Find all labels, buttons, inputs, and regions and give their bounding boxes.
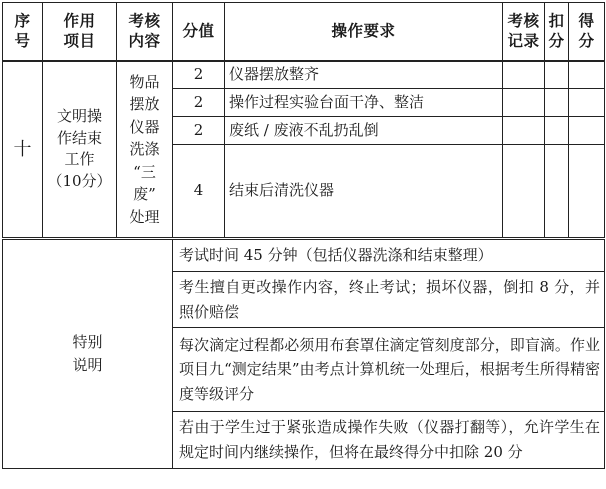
deduct-cell[interactable] xyxy=(545,89,569,117)
section-content: 物品 摆放 仪器 洗涤 “三 废” 处理 xyxy=(117,61,173,239)
row-score: 4 xyxy=(173,145,225,239)
header-row xyxy=(3,3,605,61)
record-cell[interactable] xyxy=(503,61,545,89)
note-item: 每次滴定过程都必须用布套罩住滴定管刻度部分，即盲滴。作业项目九“测定结果”由考点计算机统一处理后，根据考生所得精密度等级评分 xyxy=(173,328,605,412)
row-requirement: 结束后清洗仪器 xyxy=(225,145,503,239)
row-requirement: 废纸 / 废液不乱扔乱倒 xyxy=(225,117,503,145)
deduct-cell[interactable] xyxy=(545,61,569,89)
header-score: 分值 xyxy=(173,3,225,61)
get-cell[interactable] xyxy=(569,89,605,117)
header-seq: 序 号 xyxy=(3,3,43,61)
header-requirement: 操作要求 xyxy=(225,3,503,61)
header-record: 考核 记录 xyxy=(503,3,545,61)
deduct-cell[interactable] xyxy=(545,117,569,145)
get-cell[interactable] xyxy=(569,117,605,145)
notes-row xyxy=(3,239,605,272)
get-cell[interactable] xyxy=(569,61,605,89)
section-item: 文明操 作结束 工作 （10分） xyxy=(43,61,117,239)
row-score: 2 xyxy=(173,61,225,89)
note-item: 若由于学生过于紧张造成操作失败（仪器打翻等），允许学生在规定时间内继续操作，但将在最终得分中扣除 20 分 xyxy=(173,412,605,469)
note-item: 考试时间 45 分钟（包括仪器洗涤和结束整理） xyxy=(173,239,605,272)
deduct-cell[interactable] xyxy=(545,145,569,239)
table-row xyxy=(3,61,605,89)
header-get: 得 分 xyxy=(569,3,605,61)
header-content: 考核 内容 xyxy=(117,3,173,61)
row-requirement: 操作过程实验台面干净、整洁 xyxy=(225,89,503,117)
record-cell[interactable] xyxy=(503,89,545,117)
record-cell[interactable] xyxy=(503,117,545,145)
note-item: 考生擅自更改操作内容，终止考试；损坏仪器，倒扣 8 分，并照价赔偿 xyxy=(173,271,605,328)
row-score: 2 xyxy=(173,89,225,117)
row-score: 2 xyxy=(173,117,225,145)
section-seq: 十 xyxy=(3,61,43,239)
notes-label: 特别 说明 xyxy=(3,239,173,469)
row-requirement: 仪器摆放整齐 xyxy=(225,61,503,89)
score-table xyxy=(2,2,605,469)
header-deduct: 扣 分 xyxy=(545,3,569,61)
record-cell[interactable] xyxy=(503,145,545,239)
get-cell[interactable] xyxy=(569,145,605,239)
header-item: 作用 项目 xyxy=(43,3,117,61)
